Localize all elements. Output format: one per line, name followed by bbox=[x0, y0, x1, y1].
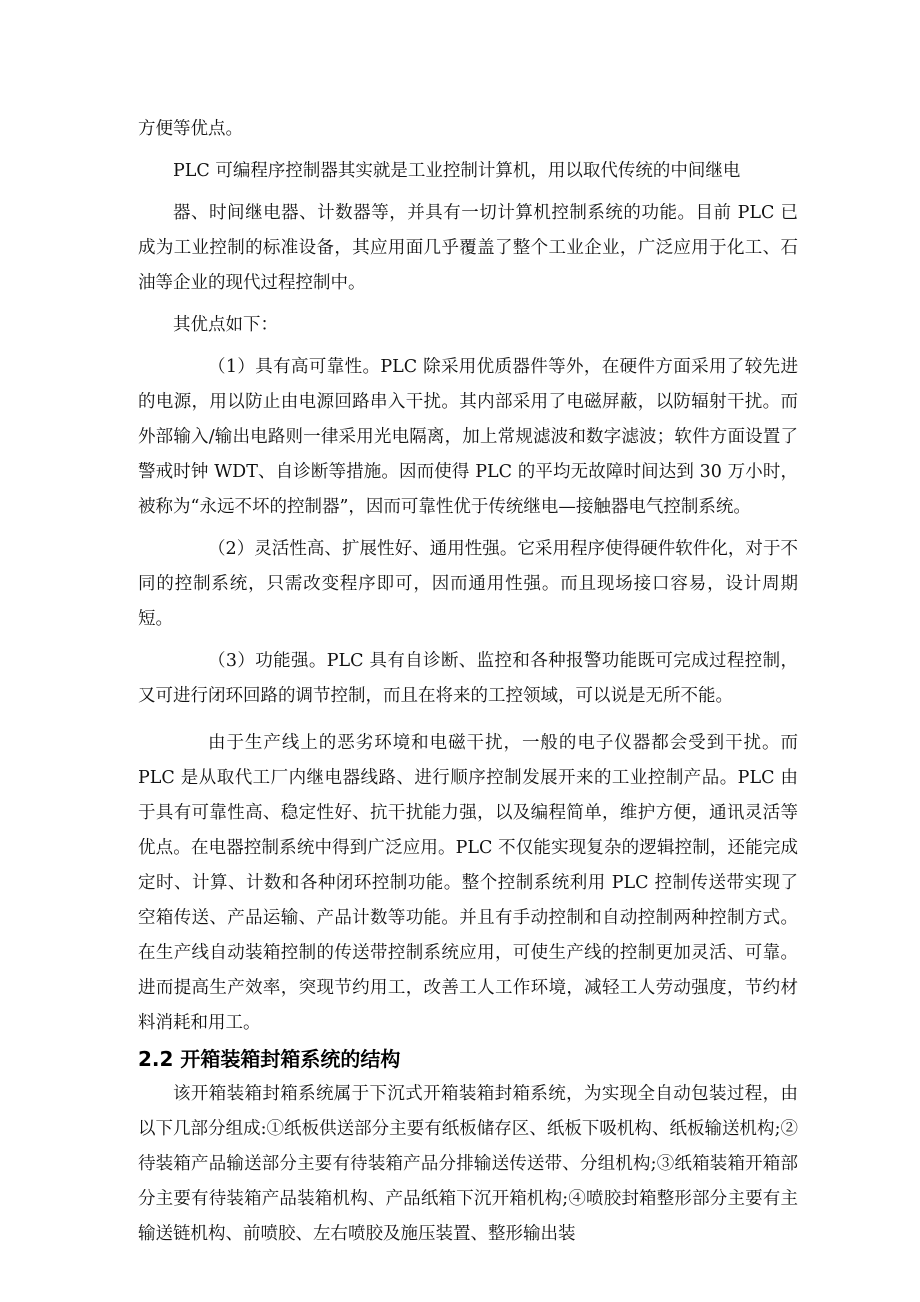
paragraph-item-3-functionality: （3）功能强。PLC 具有自诊断、监控和各种报警功能既可完成过程控制，又可进行闭环回路的调节控制，而且在将来的工控领域，可以说是无所不能。 bbox=[138, 651, 798, 706]
paragraph-system-structure: 该开箱装箱封箱系统属于下沉式开箱装箱封箱系统，为实现全自动包装过程，由以下几部分组成:①纸板供送部分主要有纸板储存区、纸板下吸机构、纸板输送机构;②待装箱产品输送部分主要有待装箱产品分排输送传送带、分组机构;③纸箱装箱开箱部分主要有待装箱产品装箱机构、产品纸箱下沉开箱机构;④喷胶封箱整形部分主要有主输送链机构、前喷胶、左右喷胶及施压装置、整形输出装 bbox=[138, 1084, 798, 1244]
paragraph-production-line: 由于生产线上的恶劣环境和电磁干扰，一般的电子仪器都会受到干扰。而 PLC 是从取代工厂内继电器线路、进行顺序控制发展开来的工业控制产品。PLC 由于具有可靠性高、稳定性好、抗干扰能力强，以及编程简单，维护方便，通讯灵活等优点。在电器控制系统中得到广泛应用。PLC 不仅能实现复杂的逻辑控制，还能完成定时、计算、计数和各种闭环控制功能。整个控制系统利用 PLC 控制传送带实现了空箱传送、产品运输、产品计数等功能。并且有手动控制和自动控制两种控制方式。在生产线自动装箱控制的传送带控制系统应用，可使生产线的控制更加灵活、可靠。进而提高生产效率，突现节约用工，改善工人工作环境，减轻工人劳动强度，节约材料消耗和用工。 bbox=[138, 733, 798, 1033]
paragraph-plc-intro-rest: 器、时间继电器、计数器等，并具有一切计算机控制系统的功能。目前 PLC 已成为工业控制的标准设备，其应用面几乎覆盖了整个工业企业，广泛应用于化工、石油等企业的现代过程控制中。 bbox=[138, 203, 798, 293]
paragraph-item-2-flexibility: （2）灵活性高、扩展性好、通用性强。它采用程序使得硬件软件化，对于不同的控制系统，只需改变程序即可，因而通用性强。而且现场接口容易，设计周期短。 bbox=[138, 539, 798, 629]
paragraph-continuation: 方便等优点。 bbox=[138, 119, 243, 139]
paragraph-advantages-lead: 其优点如下： bbox=[173, 315, 278, 335]
document-body bbox=[138, 112, 798, 1252]
paragraph-plc-intro-line1: PLC 可编程序控制器其实就是工业控制计算机，用以取代传统的中间继电 bbox=[173, 161, 741, 181]
paragraph-item-1-reliability: （1）具有高可靠性。PLC 除采用优质器件等外，在硬件方面采用了较先进的电源，用以防止由电源回路串入干扰。其内部采用了电磁屏蔽，以防辐射干扰。而外部输入/输出电路则一律采用光电隔离，加上常规滤波和数字滤波；软件方面设置了警戒时钟 WDT、自诊断等措施。因而使得 PLC 的平均无故障时间达到 30 万小时，被称为“永远不坏的控制器”，因而可靠性优于传统继电—接触器电气控制系统。 bbox=[138, 357, 798, 517]
section-heading-2-2: 2.2 开箱装箱封箱系统的结构 bbox=[138, 1047, 401, 1071]
